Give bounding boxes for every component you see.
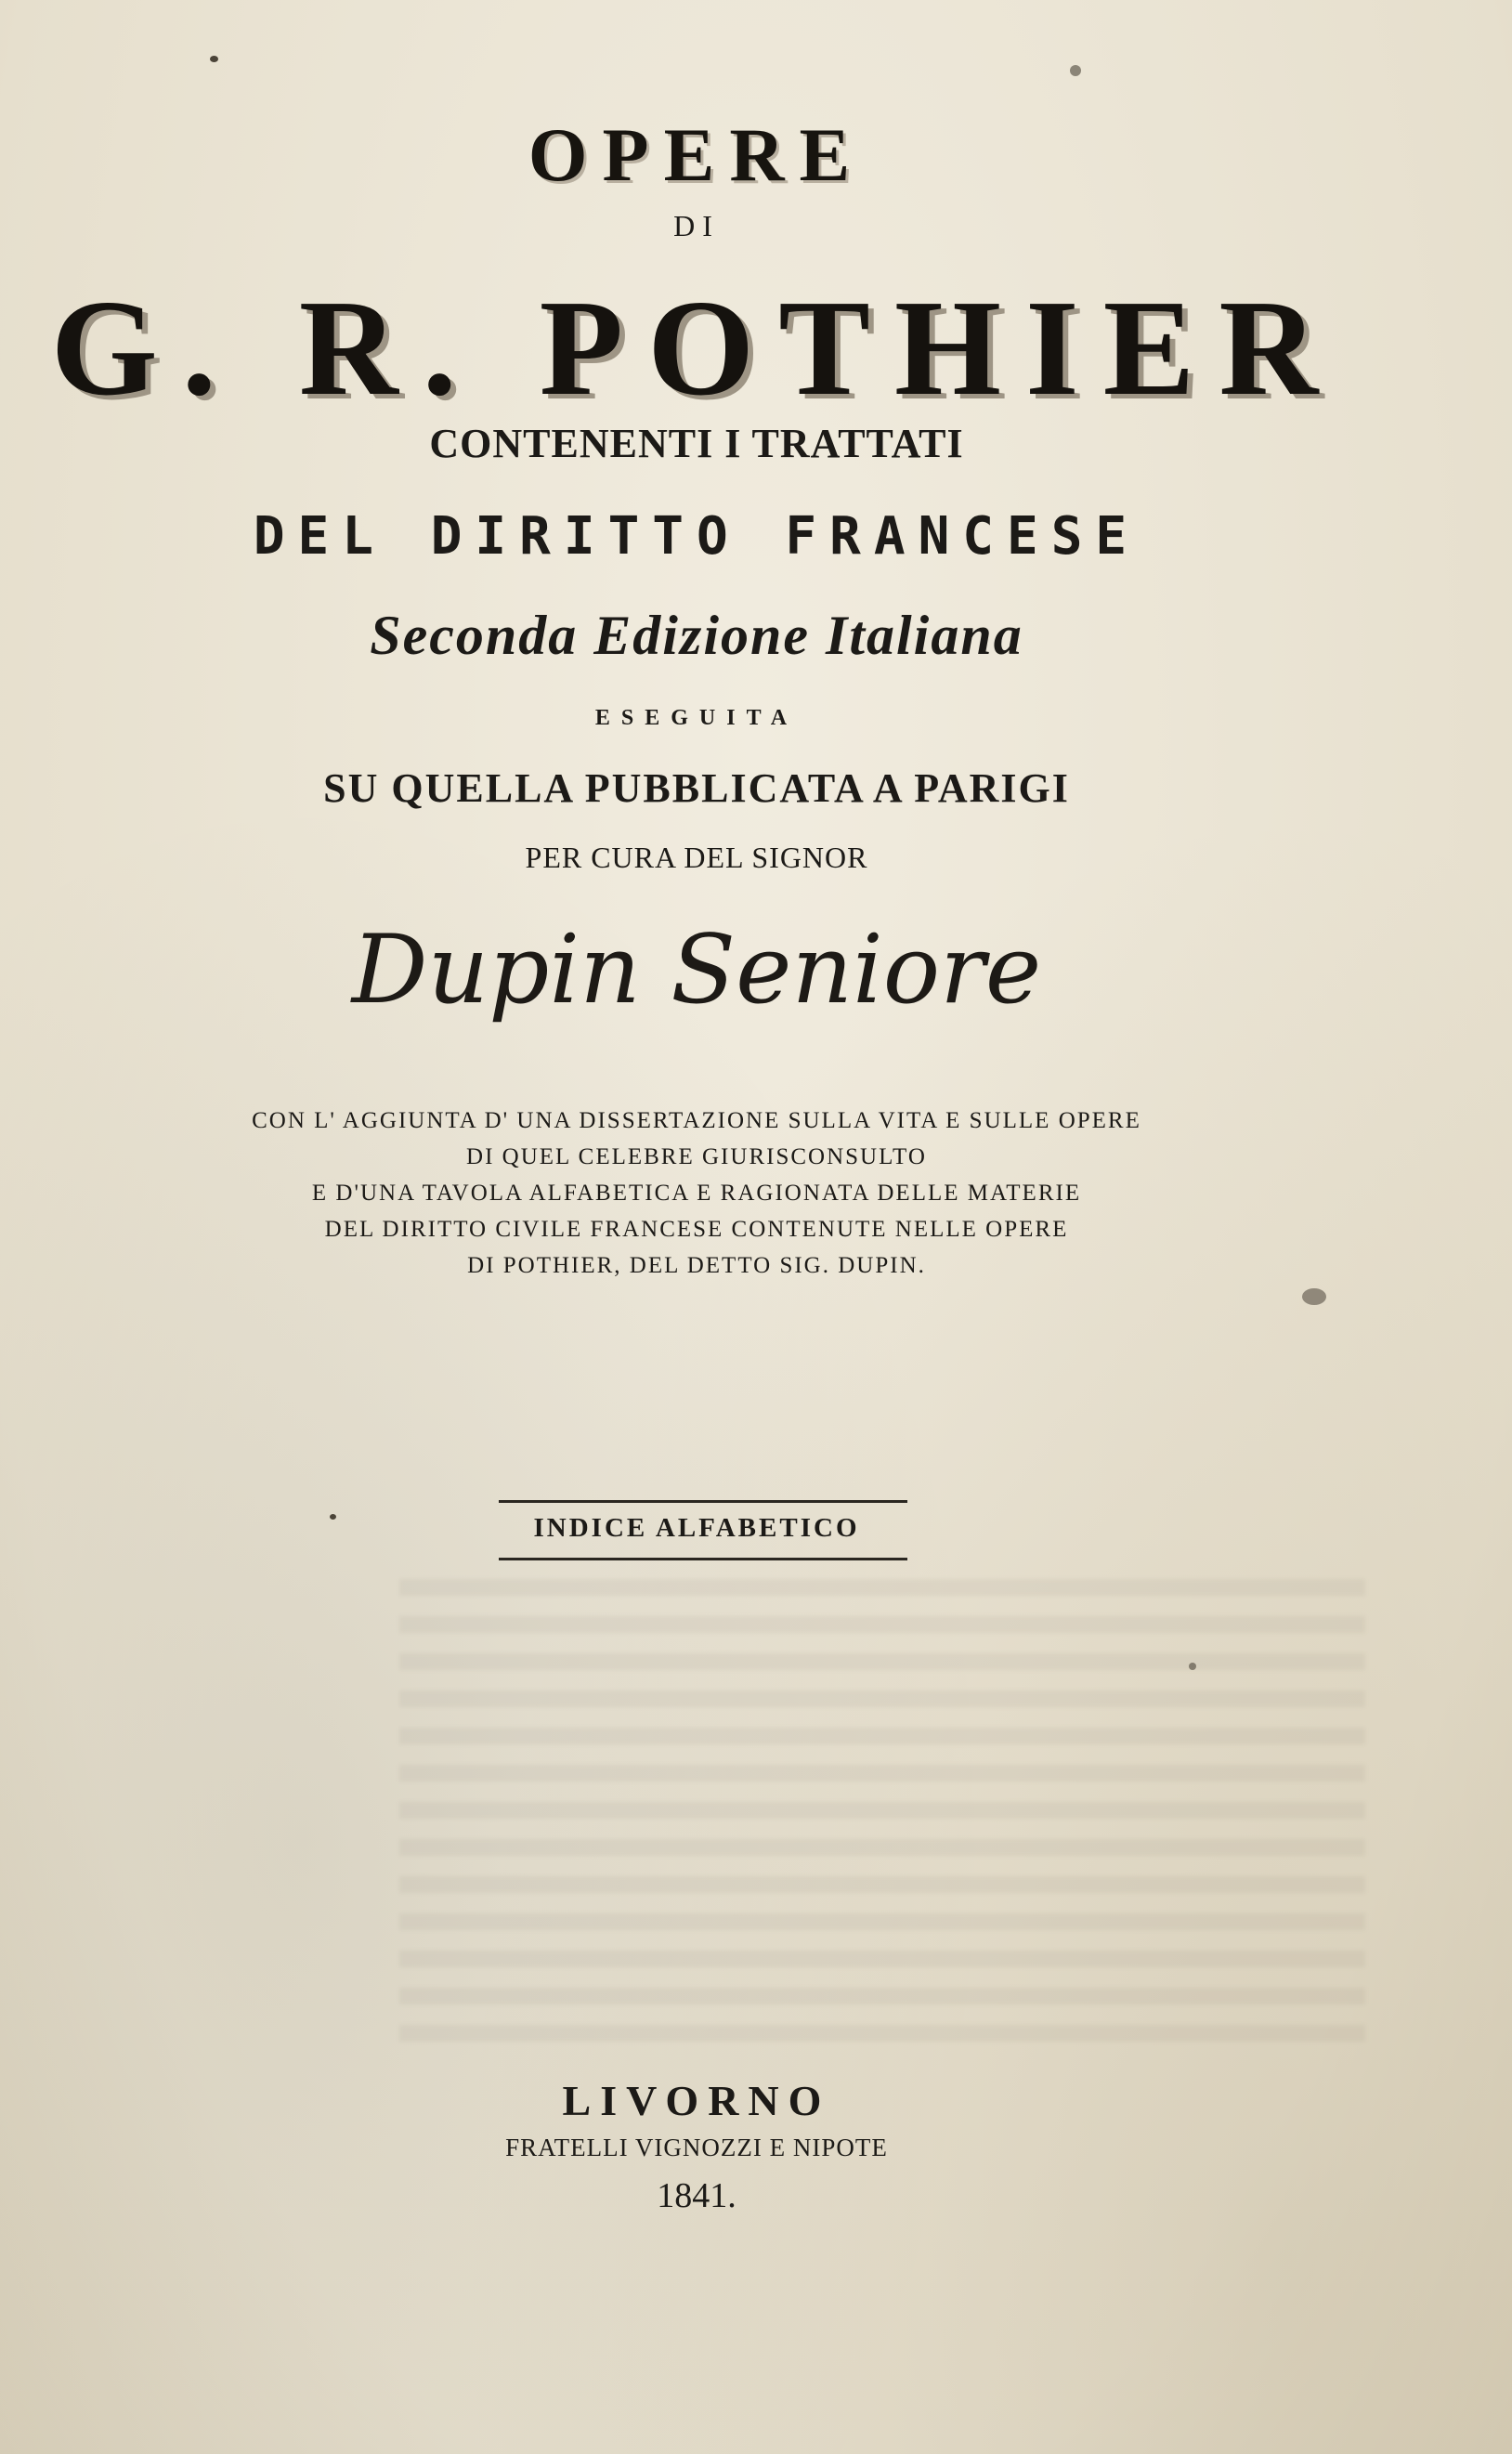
ink-spot xyxy=(210,56,218,62)
aggiunta-line-3: E D'UNA TAVOLA ALFABETICA E RAGIONATA DELLE MATERIE xyxy=(311,1181,1082,1206)
ink-spot xyxy=(1189,1663,1196,1670)
rule-top xyxy=(499,1500,907,1503)
stain-spot xyxy=(1302,1288,1326,1305)
imprint-place: LIVORNO xyxy=(562,2077,831,2124)
edition-statement: Seconda Edizione Italiana xyxy=(370,605,1023,666)
ink-spot xyxy=(330,1514,336,1520)
subtitle-contenenti: CONTENENTI I TRATTATI xyxy=(429,421,964,466)
aggiunta-line-2: DI QUEL CELEBRE GIURISCONSULTO xyxy=(466,1144,927,1169)
aggiunta-line-1: CON L' AGGIUNTA D' UNA DISSERTAZIONE SULLA VITA E SULLE OPERE xyxy=(252,1108,1141,1133)
aggiunta-line-5: DI POTHIER, DEL DETTO SIG. DUPIN. xyxy=(467,1253,926,1278)
volume-label: INDICE ALFABETICO xyxy=(533,1513,860,1543)
imprint-year: 1841. xyxy=(657,2176,736,2215)
ink-spot xyxy=(1070,65,1081,76)
author-name: G. R. POTHIER xyxy=(50,272,1343,424)
heading-opere: OPERE xyxy=(528,112,866,197)
source-edition: SU QUELLA PUBBLICATA A PARIGI xyxy=(323,765,1070,811)
imprint-publisher: FRATELLI VIGNOZZI E NIPOTE xyxy=(505,2134,888,2161)
show-through-text-bleed xyxy=(399,1579,1365,2062)
label-per-cura: PER CURA DEL SIGNOR xyxy=(525,841,868,874)
heading-di: DI xyxy=(673,209,720,242)
editor-name: Dupin Seniore xyxy=(351,915,1042,1025)
subtitle-diritto: DEL DIRITTO FRANCESE xyxy=(253,506,1141,567)
label-eseguita: ESEGUITA xyxy=(594,706,799,730)
rule-bottom xyxy=(499,1558,907,1560)
aggiunta-line-4: DEL DIRITTO CIVILE FRANCESE CONTENUTE NELLE OPERE xyxy=(324,1217,1069,1242)
